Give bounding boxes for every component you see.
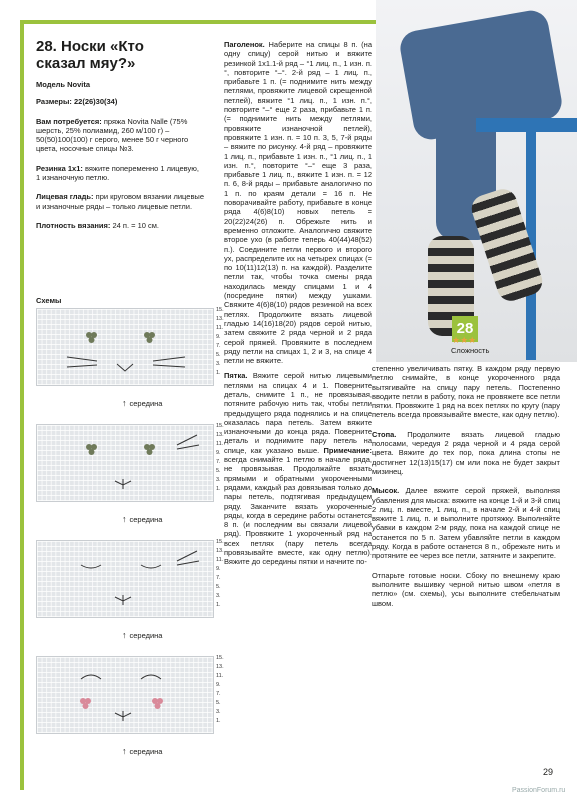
difficulty-label: Сложность bbox=[451, 346, 490, 355]
foot-label: Стопа. bbox=[372, 429, 397, 439]
chart-3-grid bbox=[36, 540, 214, 618]
watermark: PassionForum.ru bbox=[512, 787, 566, 794]
instructions-column-3 bbox=[372, 364, 560, 613]
materials-label: Вам потребуется: bbox=[36, 116, 102, 126]
heel2-label: Пятка. bbox=[224, 371, 248, 381]
arrow-up-icon: ↑ bbox=[122, 398, 127, 408]
rib-text: вяжите попеременно 1 лицевую, 1 изнаночную петлю. bbox=[36, 163, 199, 183]
heel-text: Наберите на спицы 8 п. (на одну спицу) серой нитью и вяжите резинкой 1х1.1-й ряд – °1 лиц. п., 1 изн. п.°, повторите °–°. 2-й ряд – 1 лиц. п., прибавьте 1 п. (= поднимите нить между петлями, провяжите лицевой скрещенной петлей), вяжите °1 лиц. п., 1 изн. п.°, повторите °–° еще 2 раза, прибавьте 1 п. (= поднимите нить между петлями, провяжите изнаночной петлей), провяжите 1 изн. п. = 10 п. 3, 5, 7-й ряды – вяжите по рисунку. 4-й ряд – провяжите 1 лиц. п., прибавьте 1 изн. п., °1 лиц. п., 1 изн. п.°, повторите °–° еще 3 раза, прибавьте 1 лиц. п., вяжите 1 изн. п. = 12 п. 6, 8-й ряды – прибавьте аналогично по 1 п. по краям детали = 16 п. Не поворачивайте работу, прибавьте в конце ряда 4(6)8(10) новых петель = 20(22)24(26) п. Обрежьте нить и временно отложите. Аналогично свяжите второе ухо (в работе теперь 40(44)48(52) п.). Соедините петли первого и второго ух, распределите их на четырех спицах (= по 10(11)12(13) п. на каждой). Разделите петли так, чтобы точка смены ряда находилась между спицами 1 и 4 (посредине пятки) между ушками. Свяжите 4(6)8(10) рядов резинкой на всех петлях. Продолжите вязать лицевой гладью 14(16)18(20) рядов серой нитью, затем свяжите 2 ряда черной и 2 ряда серой пряжей. Провяжите в последнем ряду петли на спицах 1, 2 и 3, на спице 4 петли не вяжите. bbox=[224, 40, 372, 366]
page-number: 29 bbox=[543, 767, 554, 777]
arrow-up-icon: ↑ bbox=[122, 746, 127, 756]
col3-top-text: степенно увеличивать пятку. В каждом ряду первую петлю снимайте, в конце укороченного ряда вытягивайте на спицу пару петель. Постепенно вводите петли в работу, пока не провяжете все петли пятки. Провяжите 1 ряд на всех петлях по кругу (пару петель всегда провязывайте вместе, как одну петлю). bbox=[372, 364, 560, 420]
page-title: 28. Носки «Кто сказал мяу?» bbox=[36, 38, 144, 72]
arrow-up-icon: ↑ bbox=[122, 514, 127, 524]
toe-text: Далее вяжите серой пряжей, выполняя убавления для мыска: вяжите на конце 1-й и 3-й спиц 2 лиц. п. вместе, 1 лиц. п., в начале 2-й и 4-й спиц вяжите 1 лиц. п. и выполните протяжку. Выполняйте убавки в каждом 2-м ряду, пока на каждой спице не останется по 5 п. Затем убавляйте петли в каждом ряду. Когда в работе останется 8 п., обрежьте нить и протяните ее через все петли, затяните и закрепите. bbox=[372, 486, 560, 561]
model-label: Модель Novita bbox=[36, 80, 91, 89]
chart-3-motif bbox=[37, 541, 213, 617]
rib-label: Резинка 1х1: bbox=[36, 163, 83, 173]
chart-4-row-numbers: 15. 13. 11. 9. 7. 5. 3. 1. bbox=[216, 655, 224, 724]
arrow-up-icon: ↑ bbox=[122, 630, 127, 640]
schemes-heading: Схемы bbox=[36, 296, 62, 305]
product-photo bbox=[376, 0, 577, 362]
chart-2-row-numbers: 15. 13. 11. 9. 7. 5. 3. 1. bbox=[216, 423, 224, 492]
info-column bbox=[36, 80, 204, 235]
difficulty-stars: ★★★ bbox=[452, 335, 477, 345]
difficulty-badge: 28 bbox=[452, 316, 478, 342]
sizes-label: Размеры: 22(26)30(34) bbox=[36, 97, 118, 107]
chart-3-center: ↑ середина bbox=[122, 630, 163, 640]
heel2-text: Вяжите серой нитью лицевыми петлями на спицах 4 и 1. Поверните деталь, снимите 1 п., не провязывая, потяните рабочую нить так, чтобы петли предыдущего ряда поднялись и на спице оказалась пара петель. Затем вяжите изнаночными до конца ряда. Поверните деталь и поднимите пару петель на спице, как указано выше. bbox=[224, 371, 372, 455]
chart-1-motif bbox=[37, 309, 213, 385]
stockinette-text: при круговом вязании лицевые и изнаночные ряды – только лицевые петли. bbox=[36, 192, 204, 211]
chart-1-center: ↑ середина bbox=[122, 398, 163, 408]
chart-4-grid bbox=[36, 656, 214, 734]
stockinette-label: Лицевая гладь: bbox=[36, 192, 94, 202]
chart-2-center: ↑ середина bbox=[122, 514, 163, 524]
gauge-label: Плотность вязания: bbox=[36, 220, 111, 230]
finish-text: Отпарьте готовые носки. Сбоку по внешнему краю выполните вышивку черной нитью швом «петля в петлю» (см. схемы), усы выполните стебельчатым швом. bbox=[372, 570, 560, 608]
chart-2-grid bbox=[36, 424, 214, 502]
chart-3-row-numbers: 15. 13. 11. 9. 7. 5. 3. 1. bbox=[216, 539, 224, 608]
chart-4-motif bbox=[37, 657, 213, 733]
chart-1-grid bbox=[36, 308, 214, 386]
foot-text: Продолжите вязать лицевой гладью полосами, чередуя 2 ряда черной и 4 ряда серой цвета. Вяжите до тех пор, пока длина стопы не достигнет 12(13)15(17) см или пока не будет закрыт мизинец. bbox=[372, 429, 560, 476]
note-text: всегда снимайте 1 петлю в начале ряда, не провязывая. Продолжайте вязать прямыми и обратными укороченными рядами, каждый раз довязывая только до пары петель, подтягивая предыдущем ряду. Заканчите вязать укороченные ряды, когда в середине работы останется 8 п. (и последним вы связали лицевой ряд). Провяжите 1 укороченный ряд на всех петлях (пару петель всегда провязывайте вместе, как одну петлю). Вяжите до середины пятки и начните по- bbox=[224, 455, 372, 567]
materials-text: пряжа Novita Nalle (75% шерсть, 25% полиамид, 260 м/100 г) – 50(50)100(100) г серого, менее 50 г черного цвета, носочные спицы №3. bbox=[36, 116, 189, 154]
instructions-column-2 bbox=[224, 40, 372, 572]
toe-label: Мысок. bbox=[372, 486, 400, 496]
chart-4-center: ↑ середина bbox=[122, 746, 163, 756]
note-label: Примечание: bbox=[323, 445, 372, 455]
chart-2-motif bbox=[37, 425, 213, 501]
chart-1-row-numbers: 15. 13. 11. 9. 7. 5. 3. 1. bbox=[216, 307, 224, 376]
gauge-text: 24 п. = 10 см. bbox=[112, 220, 160, 230]
heel-label: Паголенок. bbox=[224, 40, 265, 49]
